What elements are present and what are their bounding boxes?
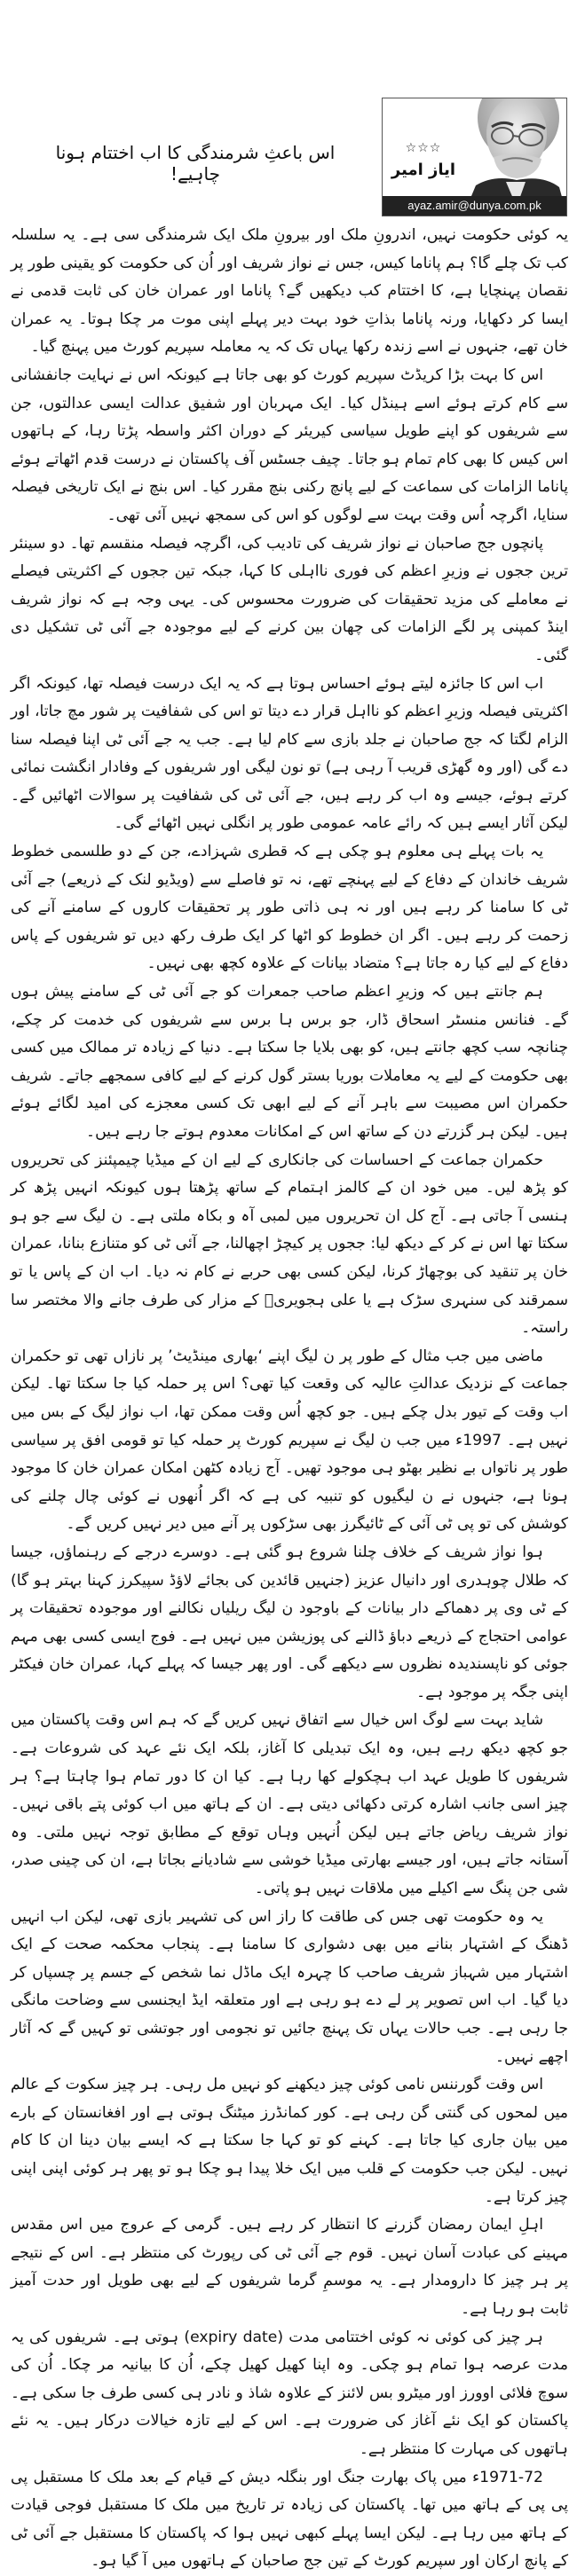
column-header [0,0,577,213]
article-paragraph: 1971-72ء میں پاک بھارت جنگ اور بنگلہ دیش کے قیام کے بعد ملک کا مستقبل پی پی پی کے ہاتھ میں تھا۔ پاکستان کی زیادہ تر تاریخ میں ملک کا مستقبل فوجی قیادت کے ہاتھ میں رہا ہے۔ لیکن ایسا پہلے کبھی نہیں ہوا کہ پاکستان کا مستقبل جے آئی ٹی کے پانچ ارکان اور سپریم کورٹ کے تین جج صاحبان کے ہاتھوں میں آ گیا ہو۔ [11,2468,568,2571]
article-paragraph: اہلِ ایمان رمضان گزرنے کا انتظار کر رہے ہیں۔ گرمی کے عروج میں اس مقدس مہینے کی عبادت آسان نہیں۔ قوم جے آئی ٹی کی رپورٹ کی منتظر ہے۔ اس کے نتیجے پر ہر چیز کا دارومدار ہے۔ یہ موسمِ گرما شریفوں کے لیے بھی طویل اور حدت آمیز ثابت ہو رہا ہے۔ [11,2216,568,2318]
article-paragraph: ہوا نواز شریف کے خلاف چلنا شروع ہو گئی ہے۔ دوسرے درجے کے رہنماؤں، جیسا کہ طلال چوہدری اور دانیال عزیز (جنہیں قائدین کی بجائے لاؤڈ سپیکرز کہنا بہتر ہو گا) کے ٹی وی پر دھماکے دار بیانات کے باوجود ن لیگ ریلیاں نکالنے اور موجودہ تحقیقات پر عوامی احتجاج کے ذریعے دباؤ ڈالنے کی پوزیشن میں نہیں ہے۔ فوج ایسی کسی بھی مہم جوئی کو ناپسندیدہ نظروں سے دیکھے گی۔ اور پھر جیسا کہ پہلے کہا، عمران خان فیکٹر اپنی جگہ پر موجود ہے۔ [11,1543,568,1701]
article-paragraph: یہ کوئی حکومت نہیں، اندرونِ ملک اور بیرونِ ملک ایک شرمندگی سی ہے۔ یہ سلسلہ کب تک چلے گا؟ ہم پاناما کیس، جس نے نواز شریف اور اُن کی حکومت کو یقینی طور پر نقصان پہنچایا ہے، کا اختتام کب دیکھیں گے؟ پاناما اور عمران خان کی ثابت قدمی نے ایسا کر دکھایا، ورنہ پاناما بذاتِ خود بہت دیر پہلے اپنی موت مر چکا ہوتا۔ یہ عمران خان تھے، جنہوں نے اسے زندہ رکھا یہاں تک کہ یہ معاملہ سپریم کورٹ میں پہنچ گیا۔ [11,226,568,357]
rating-stars-icon: ☆☆☆ [405,141,442,155]
article-paragraph: یہ بات پہلے ہی معلوم ہو چکی ہے کہ قطری شہزادے، جن کے دو طلسمی خطوط شریف خاندان کے دفاع کے لیے پہنچے تھے، نہ تو فاصلے سے (ویڈیو لنک کے ذریعے) جے آئی ٹی کا سامنا کر رہے ہیں اور نہ ہی ذاتی طور پر تحقیقات کاروں کے سامنے آنے کی زحمت کر رہے ہیں۔ اگر ان خطوط کو اٹھا کر ایک طرف رکھ دیں تو شریفوں کے پاس دفاع کے لیے کیا رہ جاتا ہے؟ متضاد بیانات کے علاوہ کچھ بھی نہیں۔ [11,843,568,973]
article-paragraph: اس وقت گورننس نامی کوئی چیز دیکھنے کو نہیں مل رہی۔ ہر چیز سکوت کے عالم میں لمحوں کی گنتی گن رہی ہے۔ کور کمانڈرز میٹنگ ہوتی ہے اور افغانستان کے بارے میں بیان جاری کیا جاتا ہے۔ کہنے کو تو کہا جا سکتا ہے کہ ایسے بیان دینا ان کا کام نہیں۔ لیکن جب حکومت کے قلب میں ایک خلا پیدا ہو چکا ہو تو پھر ہر کوئی اپنی اپنی چیز کرتا ہے۔ [11,2076,568,2206]
author-portrait-icon [467,98,565,207]
article-paragraph: اس کا بہت بڑا کریڈٹ سپریم کورٹ کو بھی جاتا ہے کیونکہ اس نے نہایت جانفشانی سے کام کرتے ہوئے اسے ہینڈل کیا۔ ایک مہربان اور شفیق عدالت ایسی عدالتوں، جن سے شریفوں کو اپنے طویل سیاسی کیریئر کے دوران اکثر واسطہ پڑتا رہا، کے ہاتھوں اس کیس کا بھی کام تمام ہو جاتا۔ چیف جسٹس آف پاکستان نے درست قدم اٹھاتے ہوئے پاناما الزامات کی سماعت کے لیے پانچ رکنی بنچ مقرر کیا۔ اس بنچ نے ایک تاریخی فیصلہ سنایا، اگرچہ اُس وقت بہت سے لوگوں کو اس کی سمجھ نہیں آئی تھی۔ [11,365,568,524]
author-name: ایاز امیر [391,161,456,179]
article-paragraph: ہر چیز کی کوئی نہ کوئی اختتامی مدت (expiry date) ہوتی ہے۔ شریفوں کی یہ مدت عرصہ ہوا تمام ہو چکی۔ وہ اپنا کھیل کھیل چکے، اُن کا بیانیہ مر چکا۔ اُن کی سوچ فلائی اوورز اور میٹرو بس لائنز کے علاوہ شاذ و نادر ہی کسی طرف جا سکی ہے۔ پاکستان کو ایک نئے آغاز کی ضرورت ہے۔ اس کے لیے تازہ خیالات درکار ہیں۔ یہ نئے ہاتھوں کی مہارت کا منتظر ہے۔ [11,2328,568,2458]
article-paragraph: شاید بہت سے لوگ اس خیال سے اتفاق نہیں کریں گے کہ ہم اس وقت پاکستان میں جو کچھ دیکھ رہے ہیں، وہ ایک تبدیلی کا آغاز، بلکہ ایک نئے عہد کی شروعات ہے۔ شریفوں کا طویل عہد اب ہچکولے کھا رہا ہے۔ کیا ان کا دور تمام ہوا چاہتا ہے؟ ہر چیز اسی جانب اشارہ کرتی دکھائی دیتی ہے۔ ان کے ہاتھ میں اب کوئی پتے باقی نہیں۔ نواز شریف ریاض جاتے ہیں لیکن اُنہیں وہاں توقع کے مطابق توجہ نہیں ملتی۔ وہ آستانہ جاتے ہیں، اور جیسے بھارتی میڈیا خوشی سے شادیانے بجاتا ہے، ان کی چینی صدر، شی جن پنگ سے اکیلے میں ملاقات نہیں ہو پاتی۔ [11,1711,568,1898]
author-email[interactable]: ayaz.amir@dunya.com.pk [383,196,566,216]
article-paragraph: ہم جانتے ہیں کہ وزیرِ اعظم صاحب جمعرات کو جے آئی ٹی کے سامنے پیش ہوں گے۔ فنانس منسٹر اسحاق ڈار، جو برس ہا برس سے شریفوں کی خدمت کر چکے، چنانچہ سب کچھ جانتے ہیں، کو بھی بلایا جا سکتا ہے۔ دنیا کے زیادہ تر ممالک میں کسی بھی حکومت کے لیے یہ معاملات بوریا بستر گول کرنے کے لیے کافی سمجھے جاتے۔ شریف حکمران اس مصیبت سے باہر آنے کے لیے ابھی تک کسی معجزے کی امید لگائے ہوئے ہیں۔ لیکن ہر گزرتے دن کے ساتھ اس کے امکانات معدوم ہوتے جا رہے ہیں۔ [11,983,568,1141]
article-paragraph: حکمران جماعت کے احساسات کی جانکاری کے لیے ان کے میڈیا چیمپئنز کی تحریروں کو پڑھ لیں۔ میں خود ان کے کالمز اہتمام کے ساتھ پڑھتا ہوں کیونکہ انہیں پڑھ کر ہنسی آ جاتی ہے۔ آج کل ان تحریروں میں لمبی آہ و بکاہ ملتی ہے۔ ن لیگ سے جو ہو سکتا تھا اس نے کر کے دیکھ لیا: ججوں پر کیچڑ اچھالنا، جے آئی ٹی کو متنازع بنانا، عمران خان پر تنقید کی بوچھاڑ کرنا، لیکن کسی بھی حربے نے کام نہ دیا۔ اب ان کے پاس یا تو سمرقند کی سنہری سڑک ہے یا علی ہجویریؒ کے مزار کی طرف جانے والا مختصر سا راستہ۔ [11,1151,568,1338]
article-paragraph: ماضی میں جب مثال کے طور پر ن لیگ اپنے ‘بھاری مینڈیٹ’ پر نازاں تھی تو حکمران جماعت کے نزدیک عدالتِ عالیہ کی وقعت کیا تھی؟ اس پر حملہ کیا جا سکتا تھا۔ لیکن اب وقت کے تیور بدل چکے ہیں۔ جو کچھ اُس وقت ممکن تھا، اب نواز لیگ کے بس میں نہیں ہے۔ 1997ء میں جب ن لیگ نے سپریم کورٹ پر حملہ کیا تو قومی افق پر سیاسی طور پر ناتواں بے نظیر بھٹو ہی موجود تھیں۔ آج زیادہ کٹھن امکان عمران خان کا موجود ہونا ہے، جنہوں نے ن لیگیوں کو تنبیہ کی ہے کہ اگر اُنھوں نے کوئی چال چلنے کی کوشش کی تو پی ٹی آئی کے ٹائیگرز بھی سڑکوں پر آنے میں دیر نہیں کریں گے۔ [11,1347,568,1534]
article-paragraph: اب اس کا جائزہ لیتے ہوئے احساس ہوتا ہے کہ یہ ایک درست فیصلہ تھا، کیونکہ اگر اکثریتی فیصلہ وزیرِ اعظم کو نااہل قرار دے دیتا تو اس کی شفافیت پر شور مچ جاتا، اور الزام لگتا کہ جج صاحبان نے جلد بازی سے کام لیا ہے۔ جب یہ جے آئی ٹی اپنا فیصلہ سنا دے گی (اور وہ گھڑی قریب آ رہی ہے) تو نون لیگی اور شریفوں کے وفادار انگشت نمائی کرتے ہوئے، جیسے وہ اب کر رہے ہیں، جے آئی ٹی کی شفافیت پر سوالات اٹھائیں گے۔ لیکن آثار ایسے ہیں کہ رائے عامہ عمومی طور پر انگلی نہیں اٹھائے گی۔ [11,674,568,833]
article-body [11,222,568,2576]
article-headline: اس باعثِ شرمندگی کا اب اختتام ہونا چاہیے! [55,142,336,185]
byline-box [382,98,567,216]
article-paragraph: یہ وہ حکومت تھی جس کی طاقت کا راز اس کی تشہیر بازی تھی، لیکن اب انہیں ڈھنگ کے اشتہار بنانے میں بھی دشواری کا سامنا ہے۔ پنجاب محکمہ صحت کے ایک اشتہار میں شہباز شریف صاحب کا چہرہ ایک ماڈل نما شخص کے جسم پر چسپاں کر دیا گیا۔ اب اس تصویر پر لے دے ہو رہی ہے اور متعلقہ ایڈ ایجنسی سے وضاحت مانگی جا رہی ہے۔ جب حالات یہاں تک پہنچ جائیں تو نجومی اور جوتشی تو کہیں گے کہ آثار اچھے نہیں۔ [11,1907,568,2066]
article-paragraph: پانچوں جج صاحبان نے نواز شریف کی تادیب کی، اگرچہ فیصلہ منقسم تھا۔ دو سینئر ترین ججوں نے وزیرِ اعظم کی فوری نااہلی کا کہا، جبکہ تین ججوں کے اکثریتی فیصلے نے معاملے کی مزید تحقیقات کی ضرورت محسوس کی۔ یہی وجہ ہے کہ نواز شریف اینڈ کمپنی پر لگے الزامات کی چھان بین کرنے کے لیے موجودہ جے آئی ٹی تشکیل دی گئی۔ [11,534,568,664]
